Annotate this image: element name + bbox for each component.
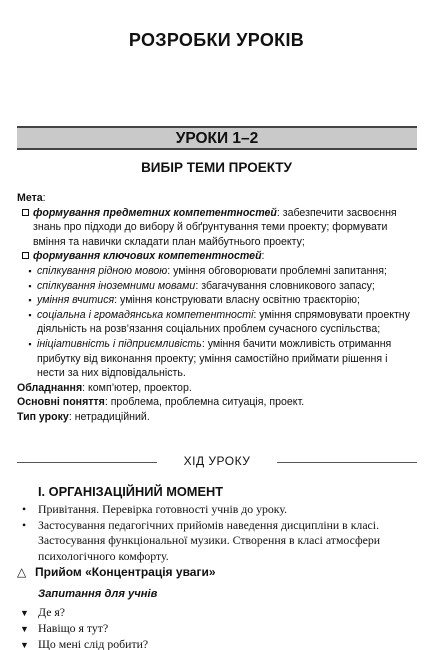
section-heading: I. ОРГАНІЗАЦІЙНИЙ МОМЕНТ xyxy=(38,484,224,499)
list-item xyxy=(17,620,417,636)
square-bullet-icon: ▪ xyxy=(28,295,32,306)
technique-heading xyxy=(17,565,216,579)
competence-name: соціальна і громадянська компетентності xyxy=(37,308,254,321)
list-item xyxy=(17,502,422,518)
triangle-down-icon: ▼ xyxy=(20,608,29,618)
list-item-text: Привітання. Перевірка готовності учнів до уроку. xyxy=(38,502,288,516)
lesson-label: УРОКИ 1–2 xyxy=(175,130,259,147)
competence-name: ініціативність і підприємливість xyxy=(37,337,202,350)
competence-item xyxy=(17,293,417,308)
lesson-banner xyxy=(17,126,417,150)
equipment-line xyxy=(17,381,417,396)
objective-text: : xyxy=(261,250,265,263)
lesson-type-value: : нетрадиційний. xyxy=(68,410,150,423)
objective-subject-competences xyxy=(17,206,417,250)
question-text: Де я? xyxy=(38,605,66,619)
lesson-topic: ВИБІР ТЕМИ ПРОЕКТУ xyxy=(141,160,292,175)
triangle-down-icon: ▼ xyxy=(20,640,29,650)
checkbox-square-icon xyxy=(19,249,31,264)
square-bullet-icon: ▪ xyxy=(28,309,32,320)
competence-name: уміння вчитися xyxy=(37,294,115,307)
checkbox-square-icon xyxy=(19,206,31,221)
questions-list xyxy=(17,604,417,650)
list-item-text: Застосування педагогічних прийомів наведення дисципліни в класі. Застосування функціональної музики. Створення в класі атмосфери психологічного комфорту. xyxy=(38,517,381,563)
competence-text: : уміння конструювати власну освітню траєкторію; xyxy=(114,294,360,307)
bullet-icon: • xyxy=(22,502,27,516)
competence-text: : збагачування словникового запасу; xyxy=(195,279,375,292)
list-item xyxy=(17,636,417,650)
goal-heading: Мета: xyxy=(17,192,46,204)
divider-line-left xyxy=(17,462,157,463)
question-text: Навіщо я тут? xyxy=(38,621,109,635)
list-item xyxy=(17,604,417,620)
concepts-label: Основні поняття xyxy=(17,396,105,409)
competence-item xyxy=(17,279,417,294)
objective-text: : забезпечити засвоєння знань про підходи до вибору й обґрунтування теми проекту; формувати вміння та навички складати план майбутнього проекту; xyxy=(33,206,397,248)
square-bullet-icon: ▪ xyxy=(28,265,32,276)
questions-heading: Запитання для учнів xyxy=(38,588,158,600)
goal-label: Мета xyxy=(17,192,43,204)
concepts-line xyxy=(17,395,417,410)
competence-name: спілкування іноземними мовами xyxy=(37,279,196,292)
triangle-down-icon: ▼ xyxy=(20,624,29,634)
concepts-value: : проблема, проблемна ситуація, проект. xyxy=(104,396,305,409)
competence-text: : уміння бачити можливість отримання прибутку від виконання проекту; уміння самостійно приймати рішення і нести за них відповідальність. xyxy=(37,337,392,380)
lesson-type-line xyxy=(17,410,417,425)
square-bullet-icon: ▪ xyxy=(28,338,32,349)
lesson-flow-label: ХІД УРОКУ xyxy=(183,454,251,468)
question-text: Що мені слід робити? xyxy=(38,637,149,650)
page-title: РОЗРОБКИ УРОКІВ xyxy=(128,30,305,50)
equipment-value: : комп’ютер, проектор. xyxy=(82,381,192,394)
technique-title: Прийом «Концентрація уваги» xyxy=(35,565,216,579)
square-bullet-icon: ▪ xyxy=(28,280,32,291)
competence-item xyxy=(17,264,417,279)
bullet-icon: • xyxy=(22,517,27,532)
competence-text: : уміння спрямовувати проектну діяльність на розв’язання соціальних проблем сучасного суспільства; xyxy=(37,308,410,336)
lesson-type-label: Тип уроку xyxy=(17,410,69,423)
objective-title: формування предметних компетентностей xyxy=(33,206,277,219)
lesson-flow-divider xyxy=(17,454,417,470)
org-moment-list xyxy=(17,502,422,564)
list-item xyxy=(17,518,422,565)
competence-name: спілкування рідною мовою xyxy=(37,264,168,277)
divider-line-right xyxy=(277,462,417,463)
competence-text: : уміння обговорювати проблемні запитання; xyxy=(167,264,387,277)
competence-item xyxy=(17,308,417,337)
objective-title: формування ключових компетентностей xyxy=(33,250,262,263)
equipment-label: Обладнання xyxy=(17,381,83,394)
lesson-goals xyxy=(17,191,417,425)
objective-key-competences xyxy=(17,249,417,264)
triangle-icon: △ xyxy=(17,565,27,579)
competence-item xyxy=(17,337,417,381)
